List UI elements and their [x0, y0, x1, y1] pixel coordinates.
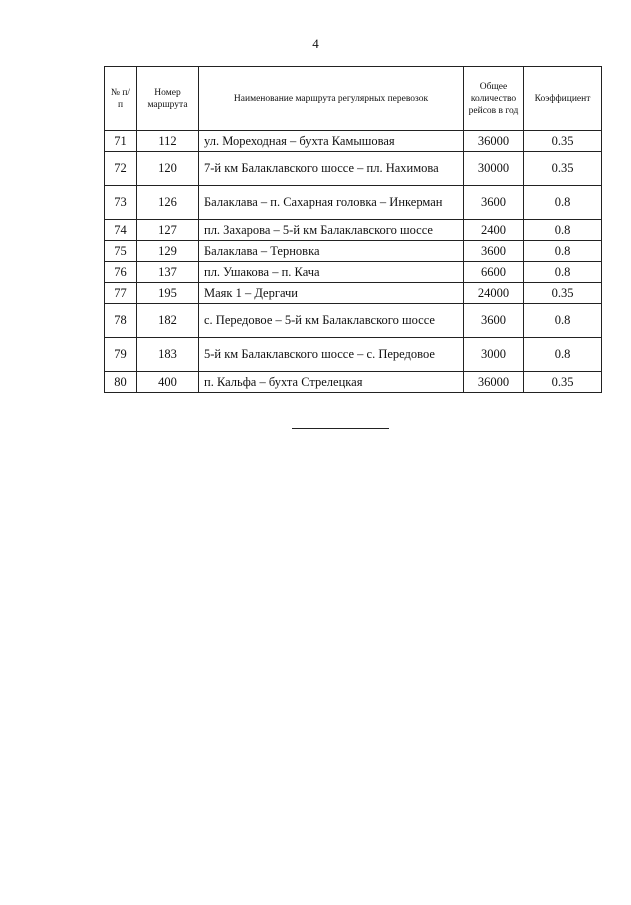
row-number-cell: 72 [105, 152, 137, 186]
table-row [105, 283, 602, 304]
row-number-cell: 71 [105, 131, 137, 152]
coefficient-cell: 0.35 [524, 152, 602, 186]
coefficient-cell: 0.35 [524, 131, 602, 152]
row-number-cell: 78 [105, 304, 137, 338]
route-number-cell: 182 [137, 304, 199, 338]
row-number-cell: 80 [105, 372, 137, 393]
route-name-cell: 5-й км Балаклавского шоссе – с. Передовое [199, 338, 464, 372]
row-number-cell: 79 [105, 338, 137, 372]
table-row [105, 241, 602, 262]
route-name-cell: с. Передовое – 5-й км Балаклавского шоссе [199, 304, 464, 338]
coefficient-cell: 0.8 [524, 338, 602, 372]
route-name-cell: пл. Ушакова – п. Кача [199, 262, 464, 283]
coefficient-cell: 0.35 [524, 283, 602, 304]
route-name-cell: Балаклава – Терновка [199, 241, 464, 262]
route-number-cell: 183 [137, 338, 199, 372]
page-number: 4 [312, 36, 319, 51]
trips-cell: 36000 [464, 372, 524, 393]
route-name-cell: Маяк 1 – Дергачи [199, 283, 464, 304]
trips-cell: 30000 [464, 152, 524, 186]
table-row [105, 262, 602, 283]
trips-cell: 3600 [464, 186, 524, 220]
row-number-cell: 77 [105, 283, 137, 304]
row-number-cell: 73 [105, 186, 137, 220]
row-number-cell: 74 [105, 220, 137, 241]
header-coefficient: Коэффициент [524, 67, 602, 131]
coefficient-cell: 0.8 [524, 186, 602, 220]
coefficient-cell: 0.8 [524, 241, 602, 262]
table-row [105, 304, 602, 338]
coefficient-cell: 0.8 [524, 304, 602, 338]
route-number-cell: 195 [137, 283, 199, 304]
coefficient-cell: 0.35 [524, 372, 602, 393]
route-name-cell: п. Кальфа – бухта Стрелецкая [199, 372, 464, 393]
table-row [105, 338, 602, 372]
header-row-number: № п/п [105, 67, 137, 131]
route-number-cell: 129 [137, 241, 199, 262]
trips-cell: 6600 [464, 262, 524, 283]
header-route-number: Номер маршрута [137, 67, 199, 131]
route-number-cell: 127 [137, 220, 199, 241]
coefficient-cell: 0.8 [524, 220, 602, 241]
table-header-row [105, 67, 602, 131]
end-of-table-rule [292, 428, 389, 429]
route-number-cell: 120 [137, 152, 199, 186]
trips-cell: 3600 [464, 304, 524, 338]
trips-cell: 2400 [464, 220, 524, 241]
header-route-name: Наименование маршрута регулярных перевозок [199, 67, 464, 131]
header-total-trips: Общее количество рейсов в год [464, 67, 524, 131]
route-number-cell: 137 [137, 262, 199, 283]
table-row [105, 131, 602, 152]
row-number-cell: 76 [105, 262, 137, 283]
row-number-cell: 75 [105, 241, 137, 262]
route-name-cell: Балаклава – п. Сахарная головка – Инкерман [199, 186, 464, 220]
table-row [105, 372, 602, 393]
routes-table [104, 66, 602, 393]
trips-cell: 3600 [464, 241, 524, 262]
trips-cell: 36000 [464, 131, 524, 152]
trips-cell: 3000 [464, 338, 524, 372]
trips-cell: 24000 [464, 283, 524, 304]
route-number-cell: 400 [137, 372, 199, 393]
table-row [105, 152, 602, 186]
route-number-cell: 112 [137, 131, 199, 152]
table-row [105, 220, 602, 241]
route-name-cell: ул. Мореходная – бухта Камышовая [199, 131, 464, 152]
route-name-cell: пл. Захарова – 5-й км Балаклавского шоссе [199, 220, 464, 241]
table-row [105, 186, 602, 220]
coefficient-cell: 0.8 [524, 262, 602, 283]
route-number-cell: 126 [137, 186, 199, 220]
route-name-cell: 7-й км Балаклавского шоссе – пл. Нахимова [199, 152, 464, 186]
